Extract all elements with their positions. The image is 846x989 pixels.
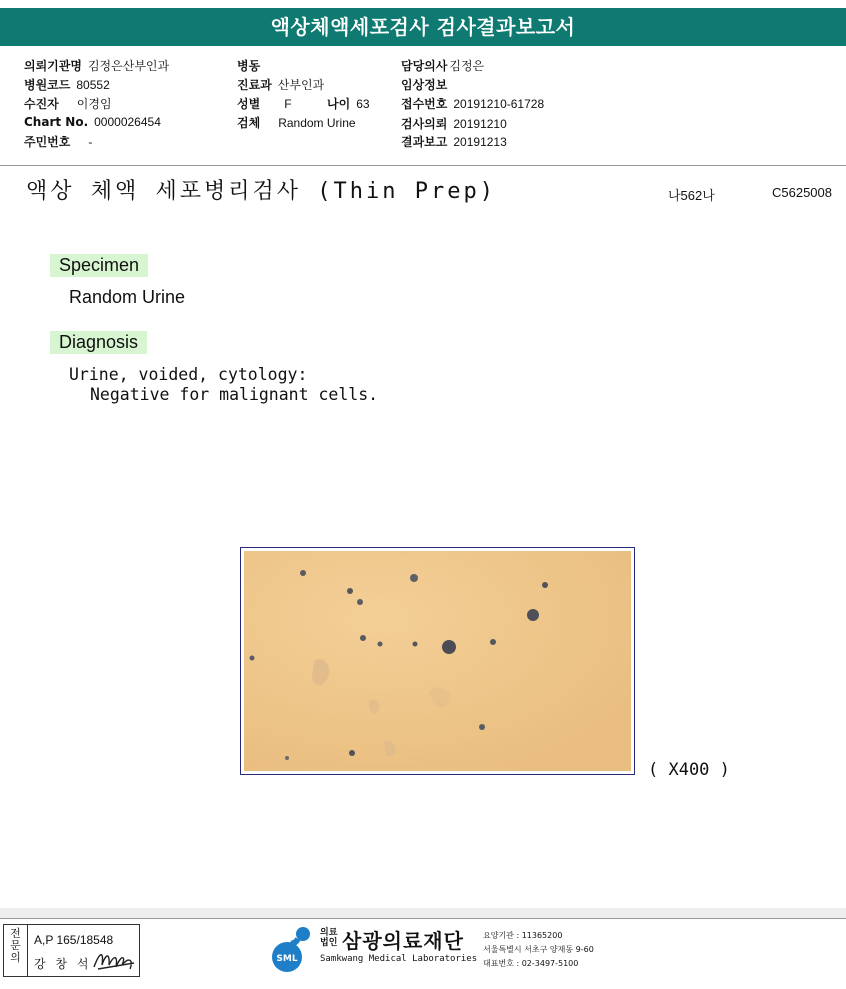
sml-logo-icon	[270, 925, 316, 973]
specimen-value: Random Urine	[69, 287, 186, 307]
footer-band	[0, 908, 846, 918]
order-code: C5625008	[772, 185, 832, 200]
info-row-request-date	[401, 115, 507, 132]
info-row-age	[327, 95, 370, 112]
org-type-label: 의료 법인	[320, 928, 338, 948]
info-value: 20191210-61728	[453, 97, 545, 111]
info-value: 20191213	[453, 135, 507, 149]
info-row-department	[237, 76, 324, 93]
info-label: 나이	[327, 97, 351, 111]
diagnosis-line-2: Negative for malignant cells.	[90, 385, 379, 404]
org-name: 삼광의료재단	[342, 929, 464, 953]
test-title: 액상 체액 세포병리검사 (Thin Prep)	[26, 179, 496, 204]
info-label: Chart No.	[24, 115, 89, 129]
info-value: F	[284, 97, 292, 111]
microscopy-image	[240, 547, 635, 775]
diagnosis-line-1: Urine, voided, cytology:	[69, 365, 308, 384]
info-label: 접수번호	[401, 97, 448, 111]
info-value: 김정은	[449, 59, 485, 73]
address: 서울특별시 서초구 양재동 9-60	[483, 945, 594, 954]
info-value: 0000026454	[94, 115, 161, 129]
diagnosis-heading: Diagnosis	[50, 331, 147, 354]
pathologist-signature-box	[3, 924, 140, 977]
cytology-micrograph	[244, 551, 631, 771]
test-code: 나562나	[668, 188, 715, 203]
institution-code: 요양기관 : 11365200	[483, 931, 563, 940]
signature-icon	[92, 947, 137, 973]
pathologist-name: 강 창 석	[34, 957, 92, 971]
info-label: 병동	[237, 59, 261, 73]
info-label: 주민번호	[24, 135, 71, 149]
info-label: 의뢰기관명	[24, 59, 82, 73]
phone-number: 대표번호 : 02-3497-5100	[483, 959, 579, 968]
magnification-label: ( X400 )	[648, 760, 730, 780]
specialist-vertical-label	[4, 925, 28, 976]
info-row-institution	[24, 57, 169, 74]
info-label: 담당의사	[401, 59, 448, 73]
info-row-sex	[237, 95, 292, 112]
info-label: 검체	[237, 116, 261, 130]
info-row-ward	[237, 57, 266, 74]
info-label: 결과보고	[401, 135, 448, 149]
info-value: 산부인과	[277, 78, 325, 92]
report-title-bar: 액상체액세포검사 검사결과보고서	[0, 8, 846, 46]
info-value: 20191210	[453, 117, 507, 131]
info-value: 63	[356, 97, 370, 111]
info-row-resident-no	[24, 133, 92, 150]
info-row-patient	[24, 95, 112, 112]
org-english-name: Samkwang Medical Laboratories	[320, 954, 478, 964]
specimen-heading: Specimen	[50, 254, 148, 277]
info-row-hospital-code	[24, 76, 110, 93]
info-row-receipt-no	[401, 95, 544, 112]
info-label: 검사의뢰	[401, 117, 448, 131]
info-row-report-date	[401, 133, 507, 150]
info-label: 진료과	[237, 78, 272, 92]
patient-info-panel	[0, 46, 846, 166]
info-label: 병원코드	[24, 78, 71, 92]
info-row-clinical-info	[401, 76, 453, 93]
info-label: 수진자	[24, 97, 59, 111]
footer-divider	[0, 918, 846, 919]
info-row-specimen	[237, 114, 356, 131]
info-label: 임상정보	[401, 78, 448, 92]
info-value: 김정은산부인과	[87, 59, 170, 73]
logo-text: SML	[276, 954, 298, 964]
info-value: Random Urine	[278, 116, 356, 130]
info-value: 80552	[76, 78, 110, 92]
info-value: -	[88, 135, 93, 149]
info-value: 이경임	[76, 97, 112, 111]
info-row-doctor	[401, 57, 484, 74]
top-gap	[0, 0, 846, 8]
info-label: 성별	[237, 97, 261, 111]
specialist-label: 전문의	[10, 927, 21, 964]
ap-number: A,P 165/18548	[34, 933, 114, 947]
info-row-chart-no	[24, 115, 161, 129]
